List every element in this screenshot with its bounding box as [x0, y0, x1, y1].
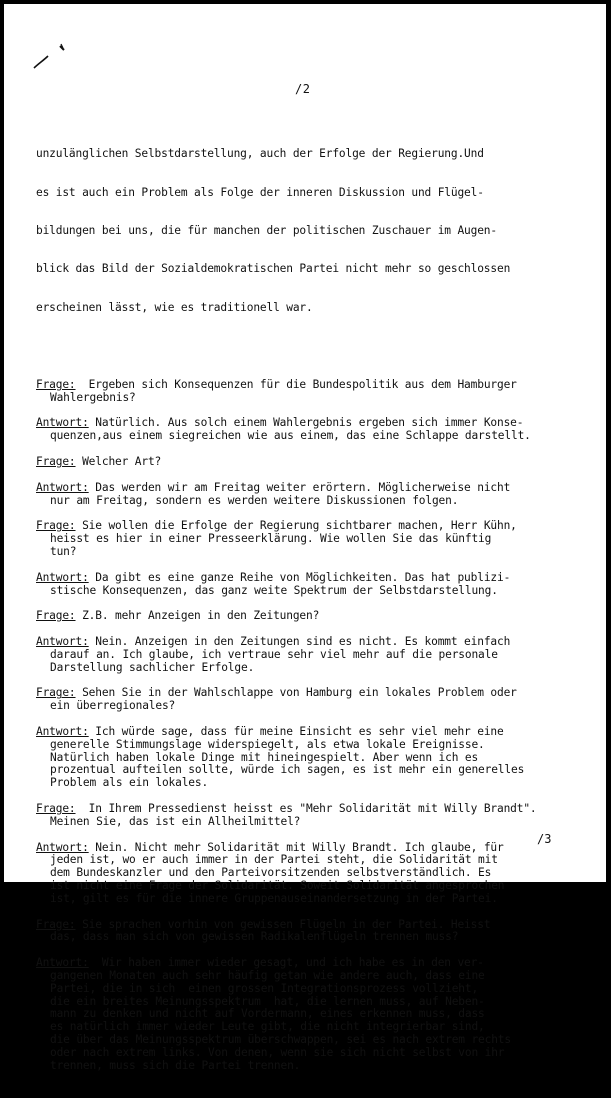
text-line: heisst es hier in einer Presseerklärung. Wie wollen Sie das künftig [50, 532, 492, 546]
continuation-paragraph [36, 123, 596, 341]
text-line [36, 456, 596, 469]
answer-block [36, 726, 596, 790]
text-line: jeden ist, wo er auch immer in der Partei steht, die Solidarität mit [50, 853, 498, 867]
text-line: bildungen bei uns, die für manchen der politischen Zuschauer im Augen- [36, 223, 497, 237]
text-line: darauf an. Ich glaube, ich vertraue sehr viel mehr auf die personale [50, 647, 498, 661]
speaker-label: Antwort: [36, 635, 89, 649]
text-line: dem Bundeskanzler und den Parteivorsitzenden selbstverständlich. Es [50, 866, 492, 880]
question-block [36, 379, 596, 405]
line-text: Ich würde sage, dass für meine Einsicht es sehr viel mehr eine [88, 725, 504, 739]
speaker-label: Antwort: [36, 725, 89, 739]
text-line: Meinen Sie, das ist ein Allheilmittel? [50, 814, 301, 828]
speaker-label: Frage: [36, 519, 76, 533]
speaker-label: Antwort: [36, 840, 89, 854]
text-line: gangenen Monaten auch sehr häufig getan wie andere auch, dass eine [50, 969, 485, 983]
answer-block [36, 417, 596, 443]
text-line: das, dass man sich von gewissen Radikalenflügeln trennen muss? [50, 930, 459, 944]
speaker-label: Frage: [36, 917, 76, 931]
text-line: Natürlich haben lokale Dinge mit hineingespielt. Aber wenn ich es [50, 750, 479, 764]
line-text: Ergeben sich Konsequenzen für die Bundespolitik aus dem Hamburger [75, 377, 517, 391]
question-block [36, 687, 596, 713]
line-text: Sehen Sie in der Wahlschlappe von Hamburg ein lokales Problem oder [75, 686, 517, 700]
handwritten-check-mark-icon [32, 42, 72, 72]
text-line [36, 572, 596, 585]
speaker-label: Antwort: [36, 570, 89, 584]
line-text: Natürlich. Aus solch einem Wahlergebnis ergeben sich immer Konse- [88, 416, 524, 430]
speaker-label: Frage: [36, 454, 76, 468]
answer-block [36, 572, 596, 598]
speaker-label: Antwort: [36, 416, 89, 430]
question-block [36, 803, 596, 829]
text-line: es natürlich immer wieder Leute gibt, die nicht integrierbar sind, [50, 1020, 485, 1034]
answer-block [36, 842, 596, 906]
text-line: Partei, die in sich einen grossen Integrationsprozess vollzieht, [50, 981, 479, 995]
speaker-label: Antwort: [36, 956, 89, 970]
text-line: es ist auch ein Problem als Folge der inneren Diskussion und Flügel- [36, 185, 484, 199]
question-block [36, 456, 596, 469]
text-line: trennen, muss sich die Partei trennen. [50, 1058, 301, 1072]
speaker-label: Frage: [36, 802, 76, 816]
interview-text [36, 97, 596, 1098]
line-text: Sie sprachen vorhin von gewissen Flügeln in der Partei. Heisst [75, 917, 491, 931]
question-block [36, 919, 596, 945]
text-line: ist nicht eine Frage der Solidarität. Soweit Solidarität angesprochen [50, 879, 505, 893]
text-line [36, 636, 596, 649]
text-line: die ein breites Meinungsspektrum hat, die lernen muss, auf Neben- [50, 994, 485, 1008]
page-number: /2 [295, 82, 311, 96]
question-block [36, 610, 596, 623]
speaker-label: Frage: [36, 609, 76, 623]
text-line [36, 482, 596, 495]
text-line: erscheinen lässt, wie es traditionell war. [36, 300, 313, 314]
speaker-label: Frage: [36, 686, 76, 700]
next-page-number: /3 [537, 832, 552, 846]
line-text: Sie wollen die Erfolge der Regierung sichtbarer machen, Herr Kühn, [75, 519, 517, 533]
text-line: stische Konsequenzen, das ganz weite Spektrum der Selbstdarstellung. [50, 583, 498, 597]
speaker-label: Frage: [36, 377, 76, 391]
text-line: Darstellung sachlicher Erfolge. [50, 660, 255, 674]
line-text: Z.B. mehr Anzeigen in den Zeitungen? [75, 609, 320, 623]
text-line: blick das Bild der Sozialdemokratischen Partei nicht mehr so geschlossen [36, 262, 511, 276]
text-line: quenzen,aus einem siegreichen wie aus einem, das eine Schlappe darstellt. [50, 429, 531, 443]
line-text: Wir haben immer wieder gesagt, und ich habe es in den ver- [88, 956, 484, 970]
question-block [36, 520, 596, 558]
line-text: Das werden wir am Freitag weiter erörtern. Möglicherweise nicht [88, 480, 511, 494]
text-line: tun? [50, 544, 77, 558]
answer-block [36, 957, 596, 1072]
line-text: Welcher Art? [75, 454, 162, 468]
text-line: ist, gilt es für die innere Gruppenauseinandersetzung in der Partei. [50, 891, 498, 905]
text-line [36, 610, 596, 623]
answer-block [36, 636, 596, 674]
line-text: Nein. Anzeigen in den Zeitungen sind es nicht. Es kommt einfach [88, 635, 511, 649]
text-line: Wahlergebnis? [50, 390, 136, 404]
text-line: die über das Meinungsspektrum überschwappen, sei es nach extrem rechts [50, 1033, 511, 1047]
line-text: In Ihrem Pressedienst heisst es "Mehr Solidarität mit Willy Brandt". [75, 802, 537, 816]
text-line [36, 803, 596, 816]
speaker-label: Antwort: [36, 480, 89, 494]
text-line [36, 726, 596, 739]
text-line [36, 379, 596, 392]
text-line: generelle Stimmungslage widerspiegelt, als etwa lokale Ereignisse. [50, 737, 485, 751]
text-line: mann zu denken und nicht auf Vordermann, eines erkennen muss, dass [50, 1007, 485, 1021]
qa-blocks [36, 366, 596, 1073]
text-line: unzulänglichen Selbstdarstellung, auch der Erfolge der Regierung.Und [36, 147, 484, 161]
answer-block [36, 482, 596, 508]
line-text: Nein. Nicht mehr Solidarität mit Willy Brandt. Ich glaube, für [88, 840, 504, 854]
text-line: ein überregionales? [50, 699, 176, 713]
document-page [4, 4, 606, 1072]
text-line: nur am Freitag, sondern es werden weitere Diskussionen folgen. [50, 493, 459, 507]
text-line: oder nach extrem links. Von denen, wenn sie sich nicht selbst von ihr [50, 1045, 505, 1059]
text-line: prozentual aufteilen sollte, würde ich sagen, es ist mehr ein generelles [50, 763, 525, 777]
line-text: Da gibt es eine ganze Reihe von Möglichkeiten. Das hat publizi- [88, 570, 511, 584]
text-line: Problem als ein lokales. [50, 776, 209, 790]
